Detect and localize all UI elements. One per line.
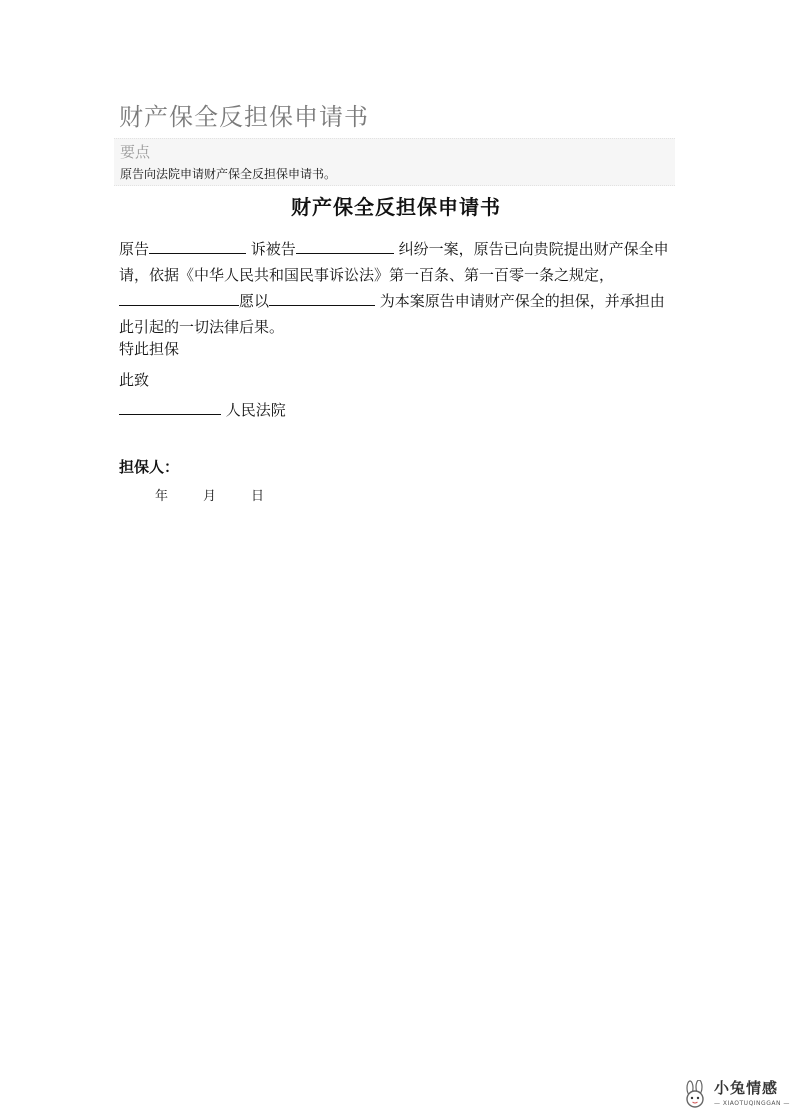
watermark-subtitle: — XIAOTUQINGGAN —: [714, 1100, 790, 1107]
willing-text: 愿以: [239, 292, 270, 310]
rabbit-logo-icon: [680, 1080, 710, 1110]
court-line: [119, 397, 679, 423]
date-line: [155, 487, 264, 507]
summary-text: 原告向法院申请财产保全反担保申请书。: [120, 167, 337, 181]
court-suffix: 人民法院: [221, 401, 286, 419]
plaintiff-blank: [149, 237, 246, 254]
court-name-blank: [119, 398, 221, 415]
case-text: 纠纷一案，原告已向贵院提出财产保全申请，依据《中华人民共和国民事诉讼法》第一百条、第一百零一条之规定，: [119, 240, 669, 284]
document-title: 财产保全反担保申请书: [291, 195, 501, 219]
plaintiff-label: 原告: [119, 240, 150, 258]
application-paragraph: [119, 236, 679, 340]
date-month: 月: [203, 489, 217, 504]
salutation: 此致: [119, 371, 150, 389]
summary-box: [114, 138, 675, 186]
guarantee-text: 为本案原告申请财产保全的担保，并承担由此引起的一切法律后果。: [119, 292, 665, 336]
watermark-name: 小兔情感: [714, 1079, 779, 1097]
guarantor-name-blank: [119, 289, 239, 306]
watermark: [680, 1078, 788, 1114]
guarantor-label: 担保人：: [119, 458, 180, 476]
defendant-blank: [296, 237, 394, 254]
page-title: 财产保全反担保申请书: [119, 103, 369, 131]
summary-label: 要点: [120, 143, 151, 161]
guarantee-statement: 特此担保: [119, 340, 180, 358]
date-day: 日: [251, 489, 265, 504]
defendant-label: 诉被告: [246, 240, 296, 258]
date-year: 年: [155, 489, 169, 504]
collateral-blank: [269, 289, 375, 306]
